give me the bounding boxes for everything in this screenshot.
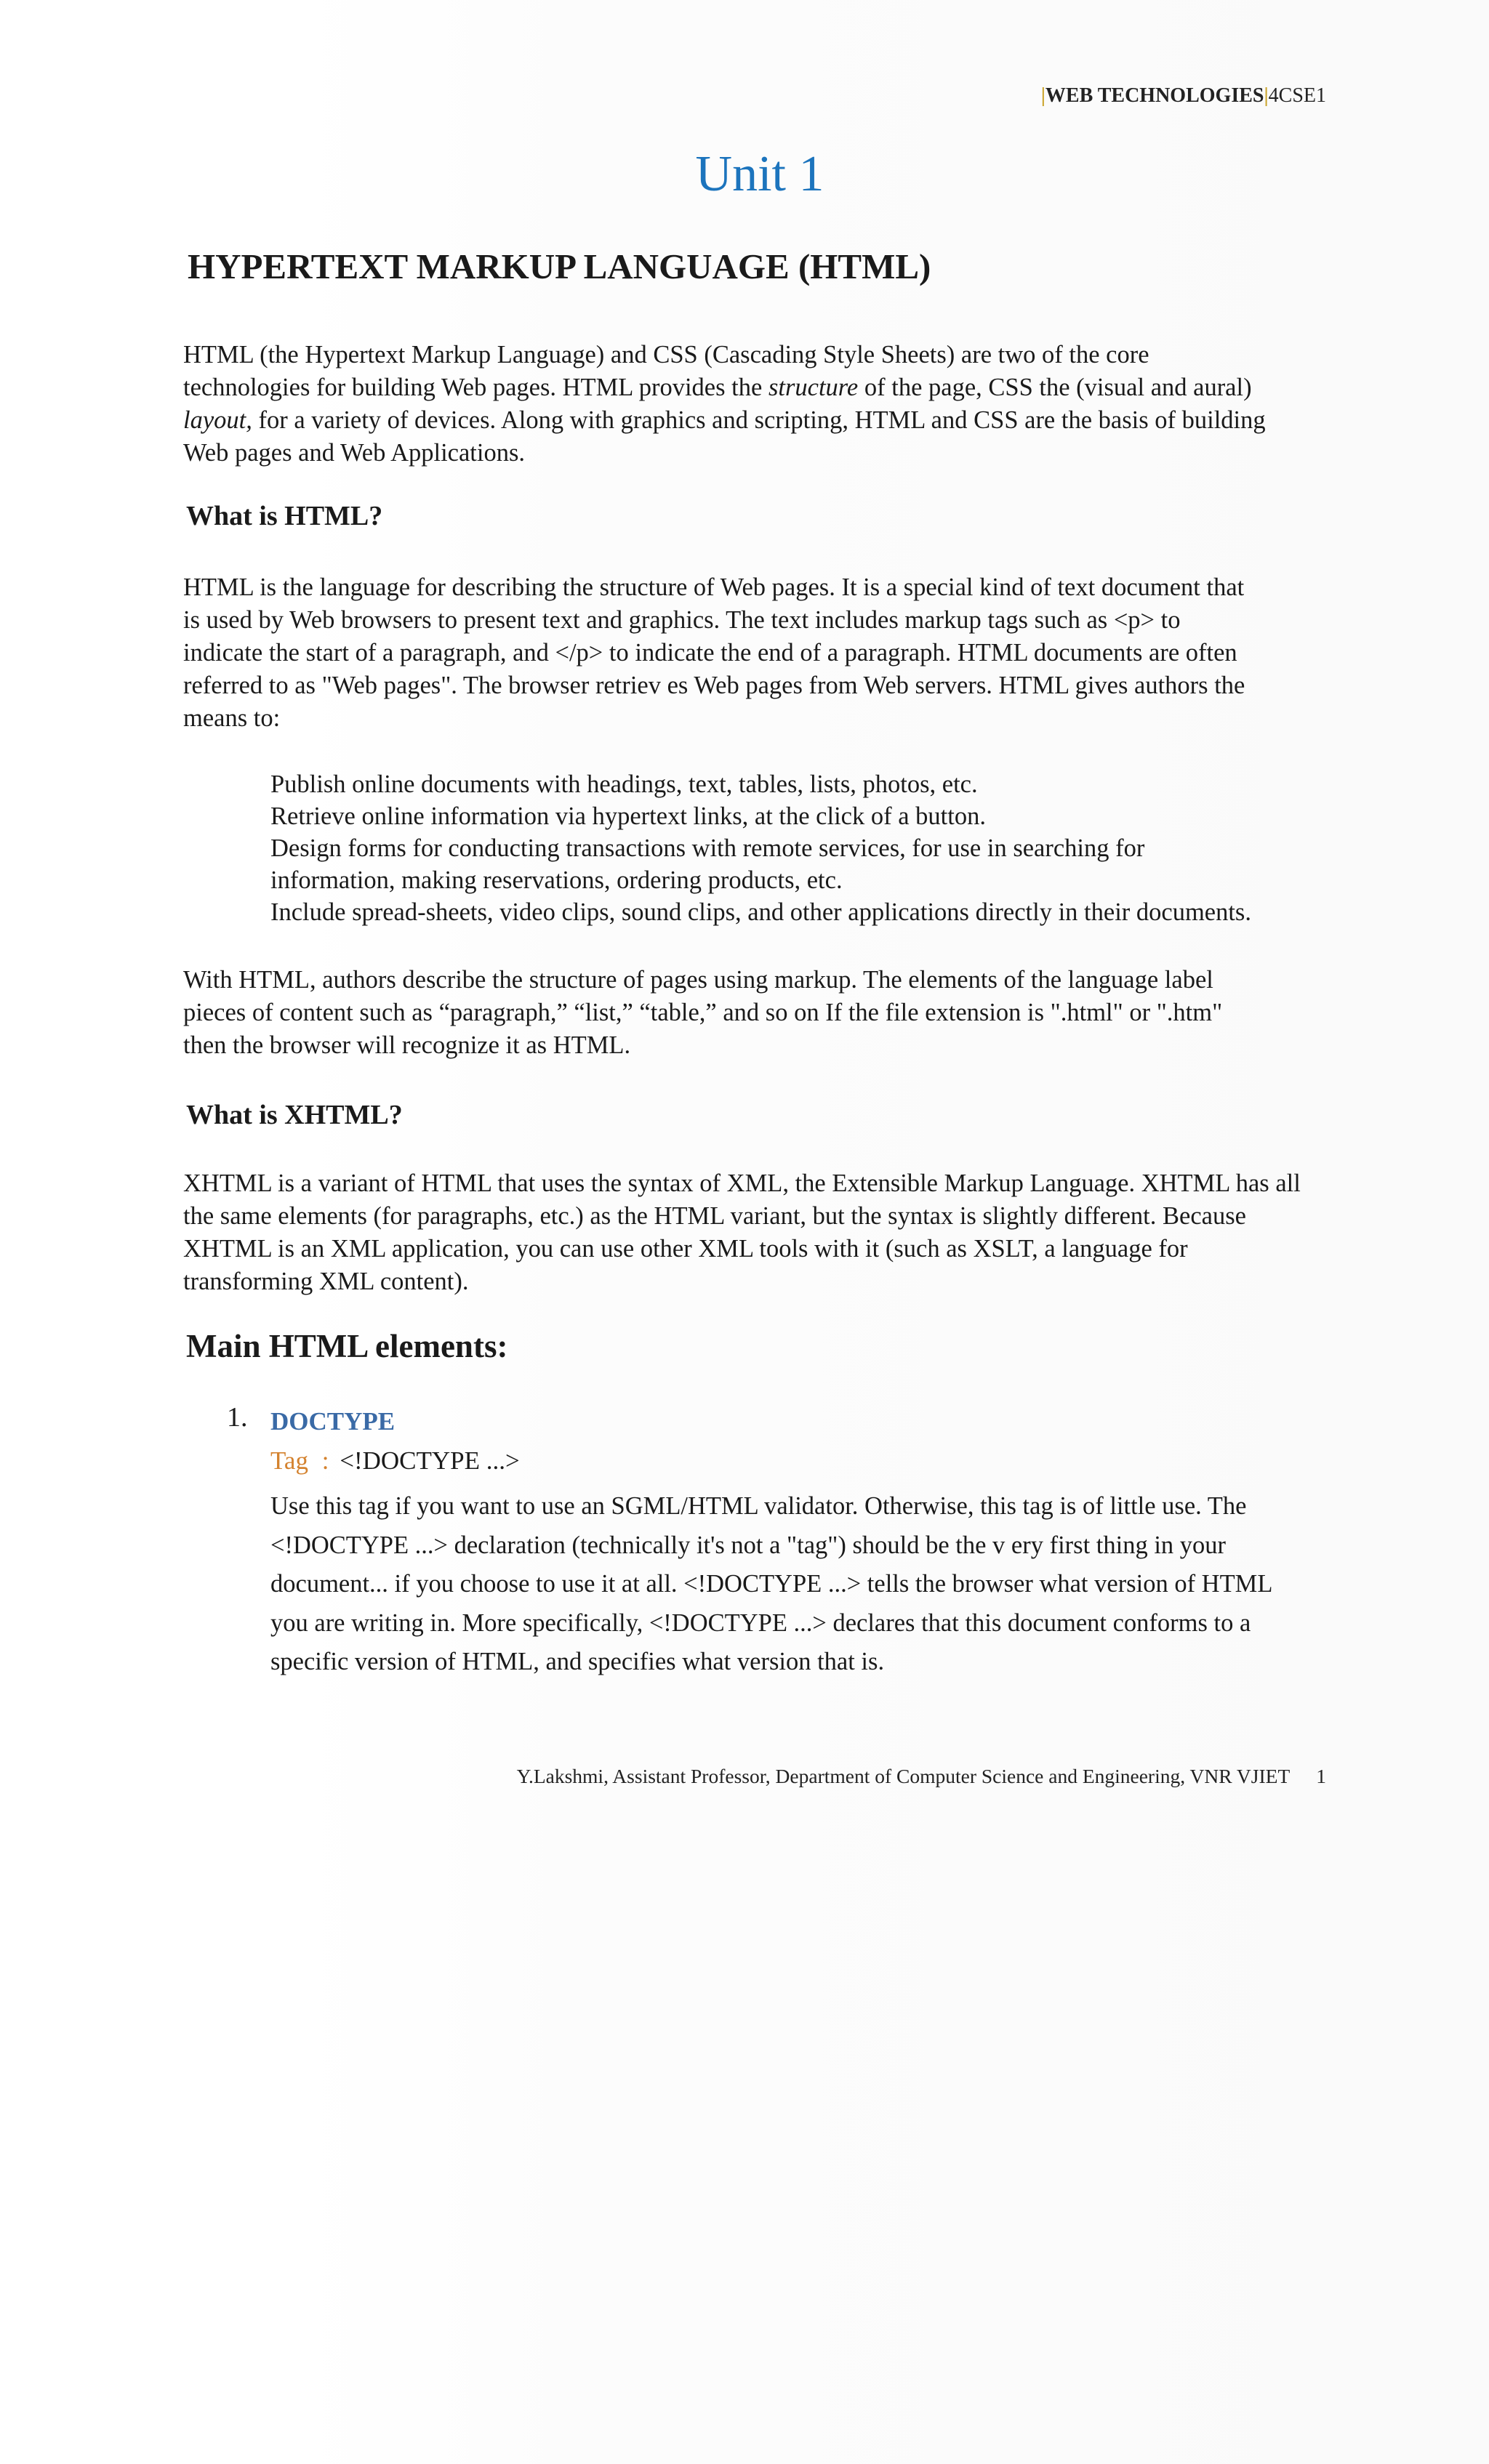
intro-emphasis: structure bbox=[768, 374, 859, 401]
paragraph-line: the same elements (for paragraphs, etc.) as the HTML variant, but the syntax is slightly different. Because bbox=[183, 1202, 1246, 1230]
intro-emphasis: layout, bbox=[183, 406, 252, 434]
intro-line: HTML (the Hypertext Markup Language) and CSS (Cascading Style Sheets) are two of the core bbox=[183, 341, 1149, 369]
description-line: <!DOCTYPE ...> declaration (technically it's not a "tag") should be the v ery first thing in your bbox=[270, 1531, 1227, 1559]
running-header bbox=[1041, 84, 1326, 108]
intro-line bbox=[183, 404, 1346, 437]
html-markup-paragraph bbox=[183, 964, 1346, 1062]
paragraph-line: XHTML is an XML application, you can use other XML tools with it (such as XSLT, a language for bbox=[183, 1235, 1188, 1263]
tag-line bbox=[270, 1446, 520, 1475]
header-bar-right: | bbox=[1264, 84, 1269, 107]
page-footer bbox=[517, 1765, 1326, 1788]
footer-author: Y.Lakshmi, Assistant Professor, Department of Computer Science and Engineering, VNR VJIET bbox=[516, 1765, 1291, 1787]
list-item: Retrieve online information via hypertext links, at the click of a button. bbox=[270, 802, 986, 830]
list-item: Include spread-sheets, video clips, sound clips, and other applications directly in their documents. bbox=[270, 898, 1251, 926]
paragraph-line: is used by Web browsers to present text and graphics. The text includes markup tags such as <p> to bbox=[183, 606, 1181, 634]
unit-title: Unit 1 bbox=[695, 146, 824, 202]
intro-paragraph bbox=[183, 339, 1346, 470]
header-bar-left: | bbox=[1040, 84, 1045, 107]
header-code: 4CSE1 bbox=[1268, 84, 1326, 107]
what-is-xhtml-paragraph bbox=[183, 1167, 1346, 1298]
paragraph-line: means to: bbox=[183, 704, 281, 732]
paragraph-line: then the browser will recognize it as HTML. bbox=[183, 1031, 631, 1059]
description-line: Use this tag if you want to use an SGML/HTML validator. Otherwise, this tag is of little use. The bbox=[270, 1492, 1247, 1520]
tag-label: Tag bbox=[270, 1446, 308, 1475]
intro-text: for a variety of devices. Along with graphics and scripting, HTML and CSS are the basis of building bbox=[252, 406, 1266, 434]
paragraph-line: HTML is the language for describing the structure of Web pages. It is a special kind of text document that bbox=[183, 573, 1245, 601]
doctype-title: DOCTYPE bbox=[270, 1407, 396, 1436]
tag-value: <!DOCTYPE ...> bbox=[340, 1446, 520, 1475]
list-item: Publish online documents with headings, text, tables, lists, photos, etc. bbox=[270, 770, 978, 798]
tag-separator: : bbox=[321, 1446, 329, 1475]
header-course: WEB TECHNOLOGIES bbox=[1045, 84, 1264, 107]
html-uses-list bbox=[270, 768, 1251, 928]
intro-text: technologies for building Web pages. HTML provides the bbox=[183, 374, 768, 401]
what-is-html-paragraph bbox=[183, 571, 1346, 735]
list-item: Design forms for conducting transactions with remote services, for use in searching for bbox=[270, 834, 1145, 862]
description-line: document... if you choose to use it at all. <!DOCTYPE ...> tells the browser what version of HTML bbox=[270, 1570, 1273, 1598]
page-number: 1 bbox=[1316, 1765, 1326, 1787]
doctype-description bbox=[270, 1487, 1272, 1682]
paragraph-line: referred to as "Web pages". The browser retriev es Web pages from Web servers. HTML gives authors the bbox=[183, 672, 1245, 699]
paragraph-line: XHTML is a variant of HTML that uses the syntax of XML, the Extensible Markup Language. XHTML has all bbox=[183, 1169, 1301, 1197]
paragraph-line: transforming XML content). bbox=[183, 1268, 469, 1295]
what-is-html-heading: What is HTML? bbox=[186, 501, 383, 531]
what-is-xhtml-heading: What is XHTML? bbox=[186, 1100, 403, 1130]
main-elements-heading: Main HTML elements: bbox=[186, 1328, 508, 1364]
intro-text: of the page, CSS the (visual and aural) bbox=[858, 374, 1252, 401]
paragraph-line: indicate the start of a paragraph, and </p> to indicate the end of a paragraph. HTML documents are often bbox=[183, 639, 1237, 667]
main-heading: HYPERTEXT MARKUP LANGUAGE (HTML) bbox=[188, 246, 931, 286]
list-number: 1. bbox=[227, 1402, 248, 1433]
intro-line bbox=[183, 371, 1346, 404]
paragraph-line: With HTML, authors describe the structure of pages using markup. The elements of the language label bbox=[183, 966, 1213, 994]
list-item: information, making reservations, ordering products, etc. bbox=[270, 866, 843, 894]
description-line: specific version of HTML, and specifies what version that is. bbox=[270, 1648, 885, 1675]
intro-line: Web pages and Web Applications. bbox=[183, 439, 525, 467]
paragraph-line: pieces of content such as “paragraph,” “list,” “table,” and so on If the file extension is ".html" or ".htm" bbox=[183, 999, 1223, 1026]
description-line: you are writing in. More specifically, <!DOCTYPE ...> declares that this document conforms to a bbox=[270, 1609, 1251, 1637]
